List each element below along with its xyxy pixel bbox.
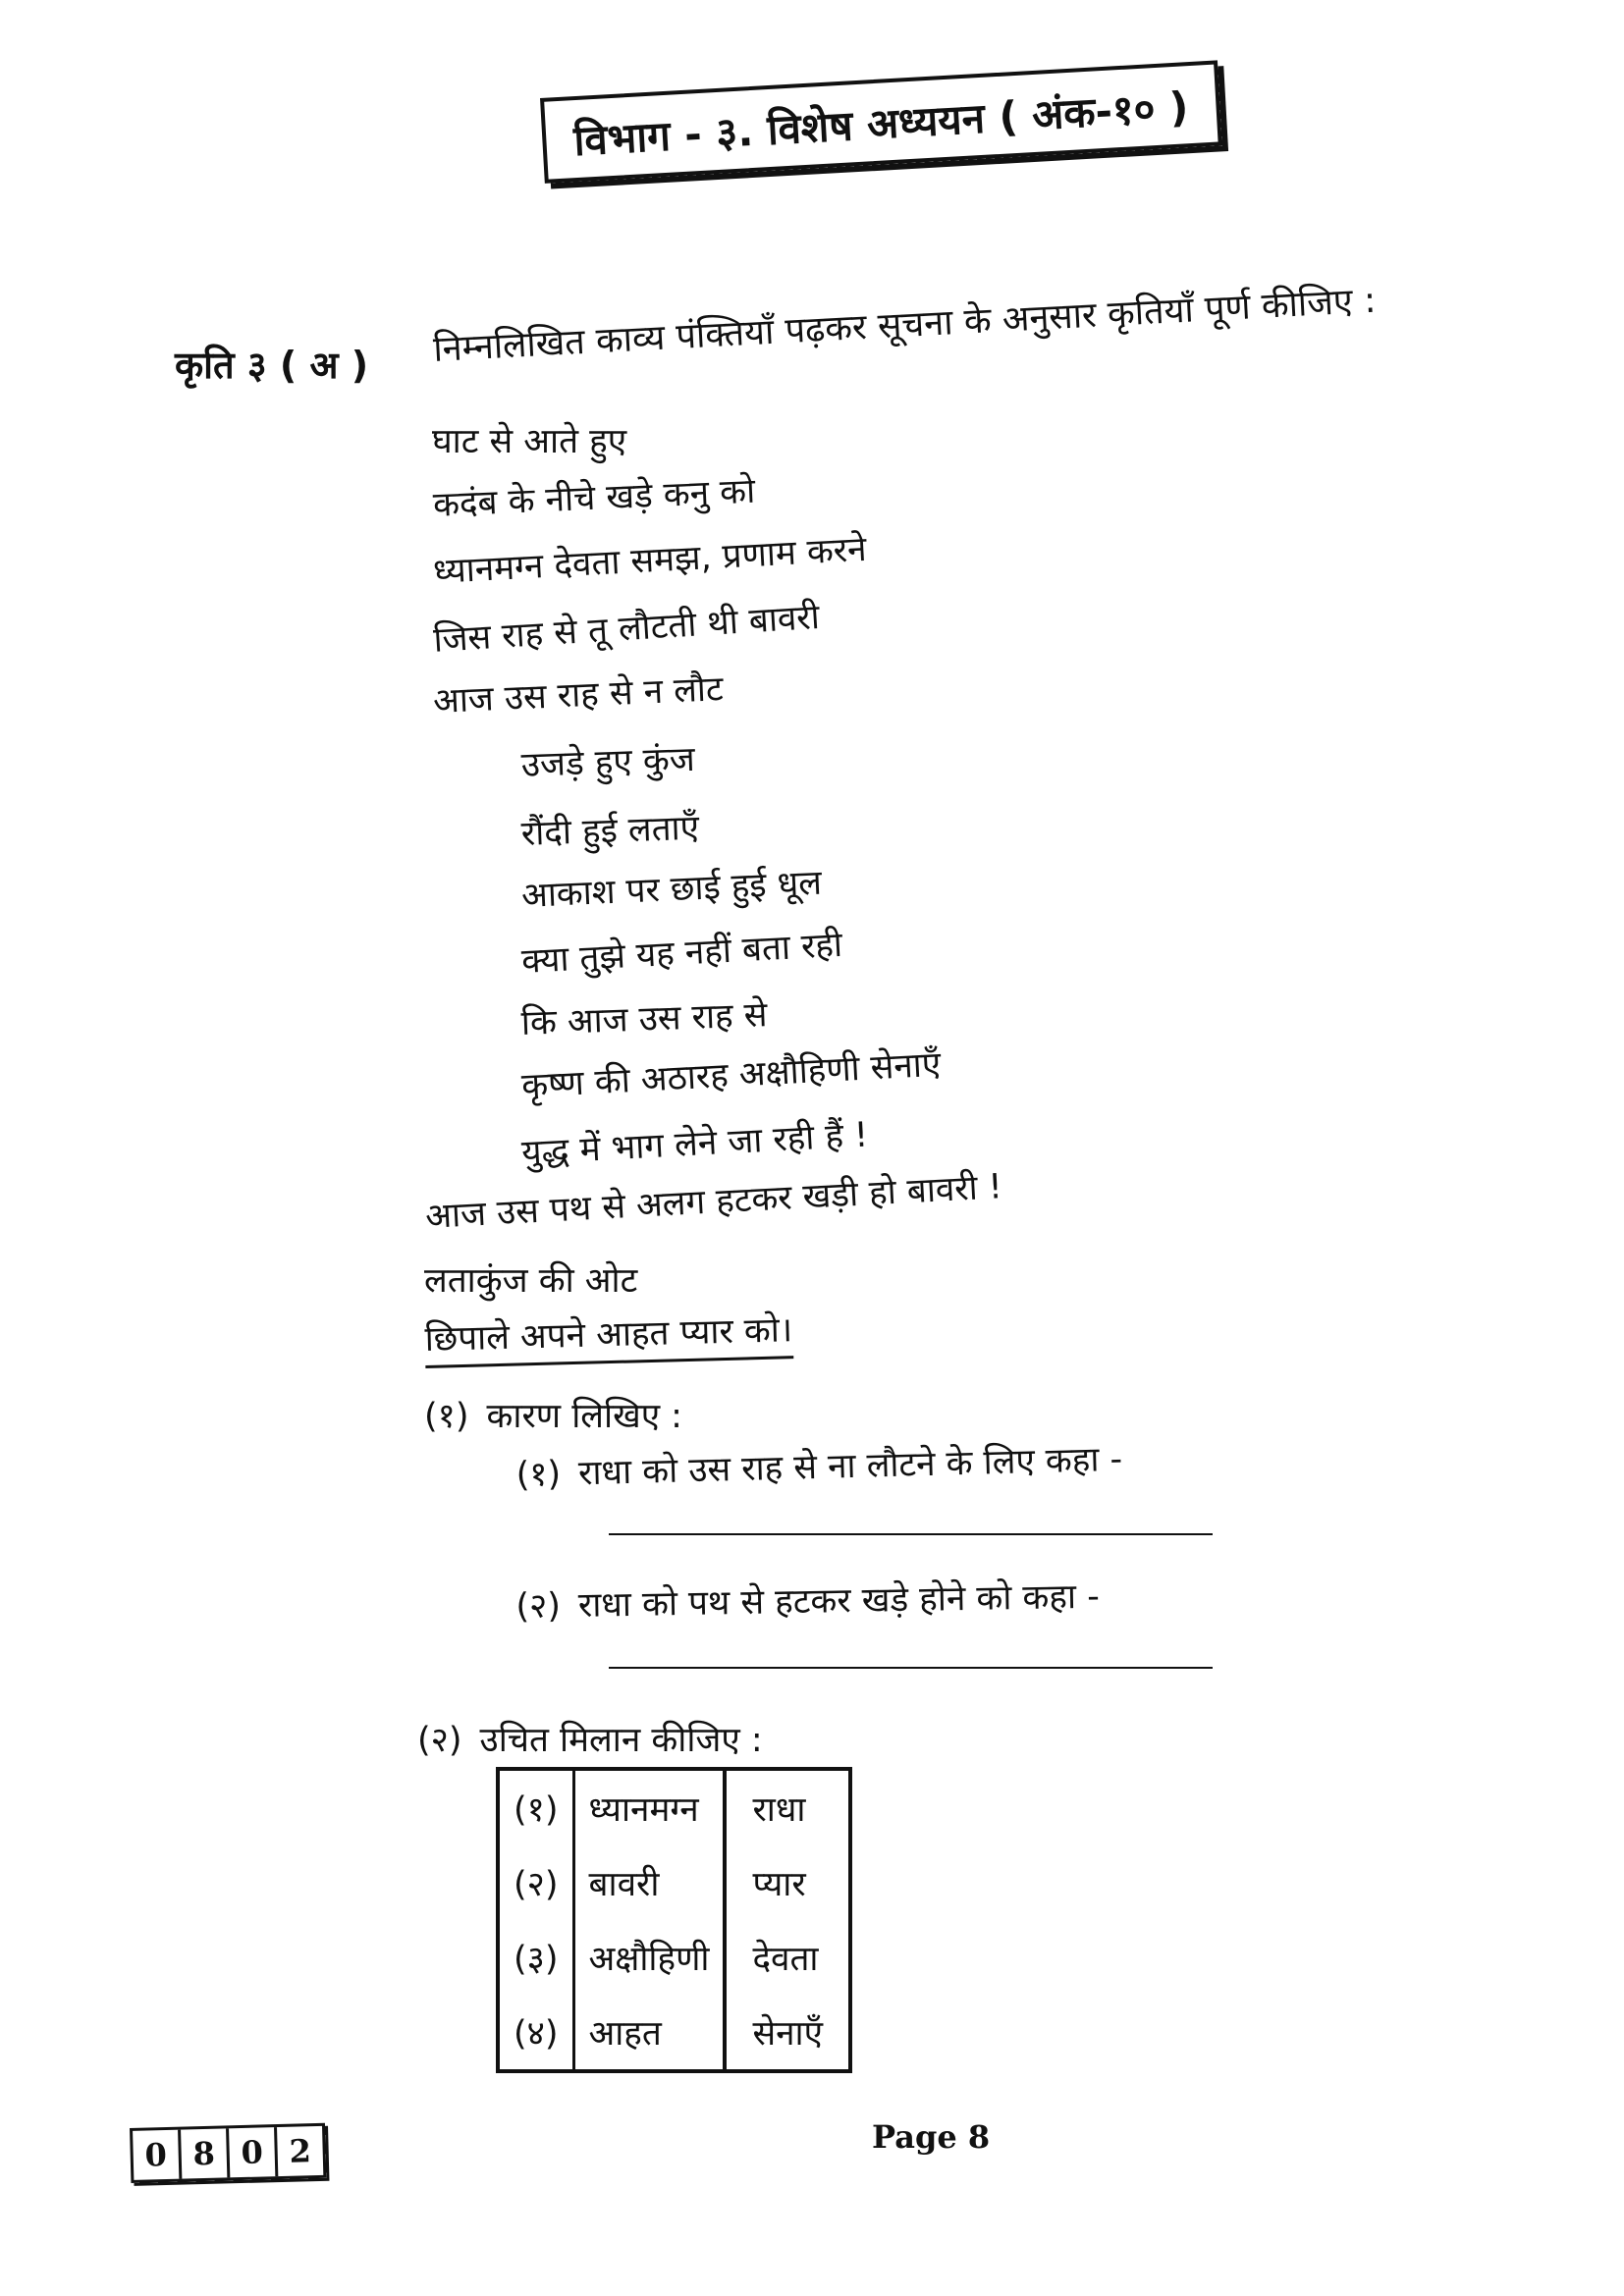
answer-line-2[interactable]: [609, 1667, 1213, 1669]
poem-line: घाट से आते हुए: [432, 422, 627, 461]
column-b-cell: देवता: [725, 1920, 850, 1995]
code-digit: 0: [144, 2136, 168, 2174]
poem-line: उजड़े हुए कुंज: [520, 739, 696, 785]
item-number: (१): [515, 1454, 562, 1495]
paper-code-box: [130, 2123, 326, 2183]
kriti-instruction: निम्नलिखित काव्य पंक्तियाँ पढ़कर सूचना के अनुसार कृतियाँ पूर्ण कीजिए :: [432, 280, 1378, 370]
poem-line: कि आज उस राह से: [520, 995, 769, 1043]
code-digit: 8: [178, 2128, 227, 2178]
poem-line: छिपाले अपने आहत प्यार को।: [424, 1306, 793, 1368]
poem-line: कृष्ण की अठारह अक्षौहिणी सेनाएँ: [520, 1044, 943, 1106]
table-row: [498, 1845, 850, 1920]
row-number: (१): [514, 1789, 559, 1830]
column-b-cell: सेनाएँ: [725, 1995, 850, 2071]
row-number: (४): [514, 2013, 559, 2054]
question-1-item-1: [515, 1435, 1123, 1497]
row-number: (२): [514, 1864, 559, 1904]
column-b-cell: राधा: [725, 1769, 850, 1845]
kriti-label: कृति ३ ( अ ): [175, 344, 369, 387]
question-1-item-2: [515, 1573, 1100, 1629]
page-number: Page 8: [872, 2118, 991, 2156]
item-number: (२): [515, 1586, 562, 1627]
row-number: (३): [514, 1939, 559, 1979]
poem-line: आज उस राह से न लौट: [432, 669, 725, 721]
question-2-title: उचित मिलान कीजिए :: [479, 1721, 763, 1760]
column-b-cell: प्यार: [725, 1845, 850, 1920]
poem-line: कदंब के नीचे खड़े कनु को: [432, 471, 756, 525]
code-digit: 2: [274, 2126, 323, 2176]
poem-line: आकाश पर छाई हुई धूल: [520, 863, 823, 916]
poem-line: रौंदी हुई लताएँ: [520, 808, 700, 854]
match-table: [496, 1767, 852, 2073]
item-text: राधा को पथ से हटकर खड़े होने को कहा -: [577, 1576, 1101, 1626]
column-a-cell: बावरी: [573, 1845, 725, 1920]
code-digit: 0: [226, 2127, 275, 2177]
poem-line: क्या तुझे यह नहीं बता रही: [520, 925, 843, 982]
answer-line-1[interactable]: [609, 1533, 1213, 1535]
table-row: [498, 1769, 850, 1845]
poem-line: आज उस पथ से अलग हटकर खड़ी हो बावरी !: [424, 1167, 1003, 1237]
section-title-box: [540, 60, 1221, 183]
poem-line: युद्ध में भाग लेने जा रही हैं !: [520, 1115, 870, 1173]
question-2-number: (२): [417, 1721, 462, 1760]
table-row: [498, 1995, 850, 2071]
question-1-number: (१): [424, 1397, 469, 1436]
poem-line: लताकुंज की ओट: [424, 1261, 638, 1301]
column-a-cell: आहत: [573, 1995, 725, 2071]
column-a-cell: ध्यानमग्न: [573, 1769, 725, 1845]
question-2-heading: [417, 1716, 763, 1762]
question-1-heading: [424, 1392, 682, 1438]
section-title: विभाग - ३. विशेष अध्ययन ( अंक-१० ): [572, 82, 1190, 166]
poem-line: ध्यानमग्न देवता समझ, प्रणाम करने: [432, 529, 868, 592]
question-1-title: कारण लिखिए :: [486, 1397, 682, 1436]
column-a-cell: अक्षौहिणी: [573, 1920, 725, 1995]
item-text: राधा को उस राह से ना लौटने के लिए कहा -: [577, 1439, 1123, 1494]
table-row: [498, 1920, 850, 1995]
poem-line: जिस राह से तू लौटती थी बावरी: [432, 597, 821, 661]
